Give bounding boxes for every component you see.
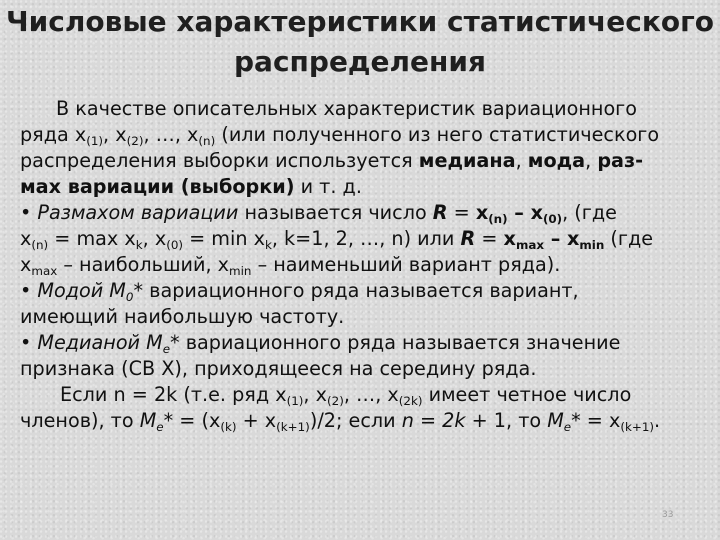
subscript: (n) xyxy=(31,238,49,253)
subscript: (k+1) xyxy=(276,420,310,435)
subscript: e xyxy=(563,420,572,435)
slide-title-line-2: распределения xyxy=(234,45,486,78)
text: x xyxy=(475,201,489,224)
text: x xyxy=(20,253,32,276)
intro-line-3 xyxy=(20,148,710,174)
text: (или полученного из него статистического xyxy=(215,123,660,146)
text: , xyxy=(585,149,598,172)
text: x xyxy=(567,227,580,250)
term-range-italic: Размахом вариации xyxy=(37,201,239,224)
text: распределения выборки используется xyxy=(20,149,419,172)
subscript: k xyxy=(264,238,272,253)
term-range-part1: раз- xyxy=(597,149,644,172)
subscript: (2) xyxy=(126,134,144,149)
intro-text: В качестве описательных характеристик вариационного xyxy=(56,97,638,120)
text: ряда x xyxy=(20,123,87,146)
text: , …, x xyxy=(343,383,399,406)
text: x xyxy=(530,201,543,224)
term-mode: мода xyxy=(527,149,586,172)
median-line-2 xyxy=(20,356,710,382)
text: )/2; если xyxy=(309,409,402,432)
mode-line-2 xyxy=(20,304,710,330)
term-median: медиана xyxy=(418,149,516,172)
text: M xyxy=(547,409,564,432)
subscript: (0) xyxy=(542,212,563,227)
subscript: (1) xyxy=(286,394,304,409)
text: имеющий наибольшую частоту. xyxy=(20,305,345,328)
text: – xyxy=(544,227,567,250)
subscript: (2) xyxy=(326,394,344,409)
text: + x xyxy=(236,409,277,432)
bullet: • xyxy=(20,331,38,354)
subscript: (1) xyxy=(86,134,104,149)
subscript: (k+1) xyxy=(620,420,655,435)
text: * = (x xyxy=(163,409,221,432)
text: = xyxy=(475,227,504,250)
range-line-2 xyxy=(20,226,710,252)
text: * xyxy=(133,279,144,302)
subscript: max xyxy=(31,264,58,279)
text: , k=1, 2, …, n) или xyxy=(271,227,461,250)
bullet: • xyxy=(20,201,38,224)
text: + 1, то xyxy=(465,409,548,432)
text: , xyxy=(515,149,528,172)
text: , x xyxy=(103,123,127,146)
subscript: (k) xyxy=(220,420,237,435)
subscript: k xyxy=(135,238,143,253)
range-line-1 xyxy=(20,200,710,226)
symbol-R: R xyxy=(460,227,476,250)
text: = xyxy=(447,201,476,224)
term-range-part2: мах вариации (выборки) xyxy=(20,175,295,198)
text: , x xyxy=(303,383,327,406)
text: Если n = 2k (т.е. ряд x xyxy=(60,383,287,406)
text: = min x xyxy=(183,227,265,250)
text: и т. д. xyxy=(294,175,362,198)
text: , (где xyxy=(562,201,617,224)
symbol-R: R xyxy=(432,201,448,224)
slide-title xyxy=(0,2,720,82)
text: x xyxy=(20,227,32,250)
subscript: (2k) xyxy=(398,394,423,409)
bullet: • xyxy=(20,279,38,302)
slide-title-line-1: Числовые характеристики статистического xyxy=(6,5,714,38)
text: признака (СВ X), приходящееся на середину ряда. xyxy=(20,357,537,380)
text: M xyxy=(139,409,157,432)
text: n = 2k xyxy=(401,409,466,432)
term-median-italic: Медианой M xyxy=(37,331,163,354)
median-line-1 xyxy=(20,330,710,356)
text: членов), то xyxy=(20,409,140,432)
subscript: min xyxy=(579,238,605,253)
text: – xyxy=(507,201,531,224)
text: (где xyxy=(604,227,654,250)
text: * xyxy=(170,331,180,354)
subscript: max xyxy=(515,238,545,253)
subscript: (0) xyxy=(166,238,184,253)
slide-body xyxy=(20,96,710,434)
even-line-1 xyxy=(20,382,710,408)
even-line-2 xyxy=(20,408,710,434)
subscript: 0 xyxy=(125,290,134,305)
slide-number: 33 xyxy=(662,510,674,520)
text: имеет четное число xyxy=(422,383,632,406)
mode-line-1 xyxy=(20,278,710,304)
term-mode-italic: Модой M xyxy=(37,279,126,302)
intro-line-4 xyxy=(20,174,710,200)
text: вариационного ряда называется значение xyxy=(179,331,621,354)
text: * = x xyxy=(571,409,621,432)
subscript: min xyxy=(229,264,252,279)
text: – наименьший вариант ряда). xyxy=(251,253,561,276)
text: называется число xyxy=(238,201,433,224)
text: вариационного ряда называется вариант, xyxy=(143,279,579,302)
text: x xyxy=(503,227,516,250)
text: , x xyxy=(142,227,167,250)
subscript: (n) xyxy=(198,134,216,149)
subscript: e xyxy=(162,342,171,357)
text: = max x xyxy=(48,227,136,250)
text: – наибольший, x xyxy=(57,253,230,276)
intro-line-1 xyxy=(20,96,710,122)
subscript: (n) xyxy=(488,212,508,227)
intro-line-2 xyxy=(20,122,710,148)
text: . xyxy=(654,409,661,432)
range-line-3 xyxy=(20,252,710,278)
subscript: e xyxy=(156,420,164,435)
text: , …, x xyxy=(143,123,199,146)
